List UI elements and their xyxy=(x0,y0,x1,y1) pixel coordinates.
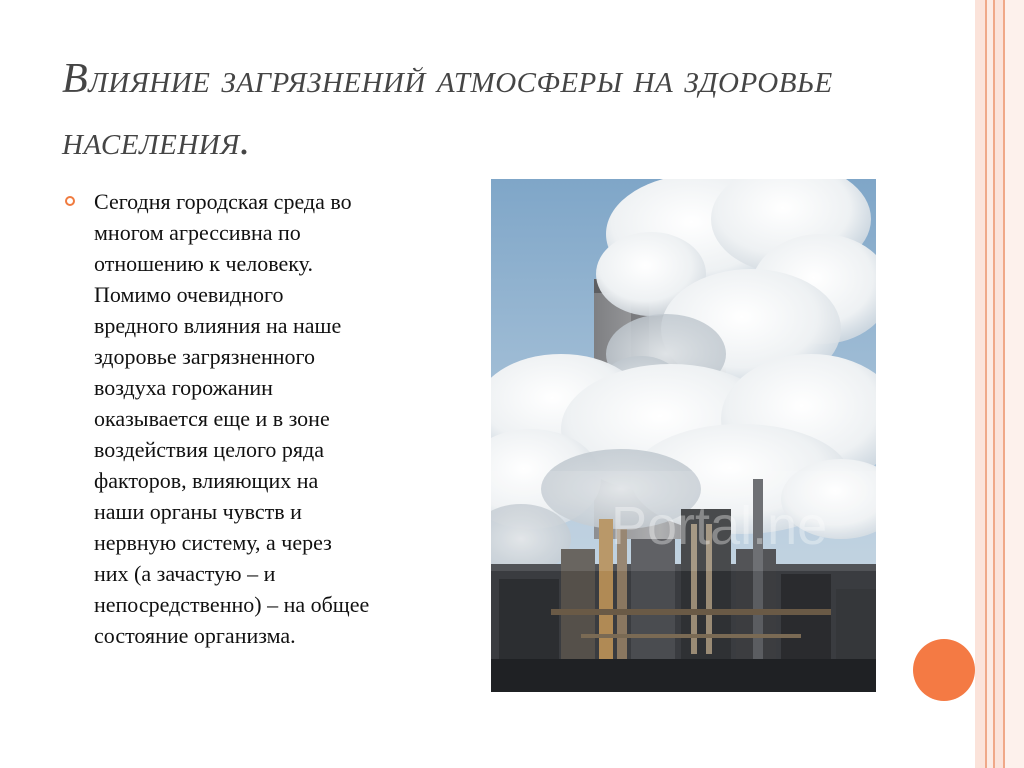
bullet-list xyxy=(62,186,462,651)
factory-smoke-photo xyxy=(491,179,876,692)
watermark-text: Portal.ne xyxy=(611,496,828,556)
bullet-text: Сегодня городская среда во многом агрессивна по отношению к человеку. Помимо очевидного вредного влияния на наше здоровье загрязненного воздуха горожанин оказывается еще и в зоне воздействия целого ряда факторов, влияющих на наши органы чувств и нервную систему, а через них (а зачастую – и непосредственно) – на общее состояние организма. xyxy=(94,189,370,648)
decor-stripe xyxy=(1005,0,1024,768)
decor-orange-circle xyxy=(913,639,975,701)
decor-stripe xyxy=(975,0,985,768)
slide-title: Влияние загрязнений атмосферы на здоровье населения. xyxy=(62,56,833,164)
bullet-circle-icon xyxy=(65,196,75,206)
bullet-item xyxy=(62,186,462,651)
decor-stripe xyxy=(995,0,1003,768)
